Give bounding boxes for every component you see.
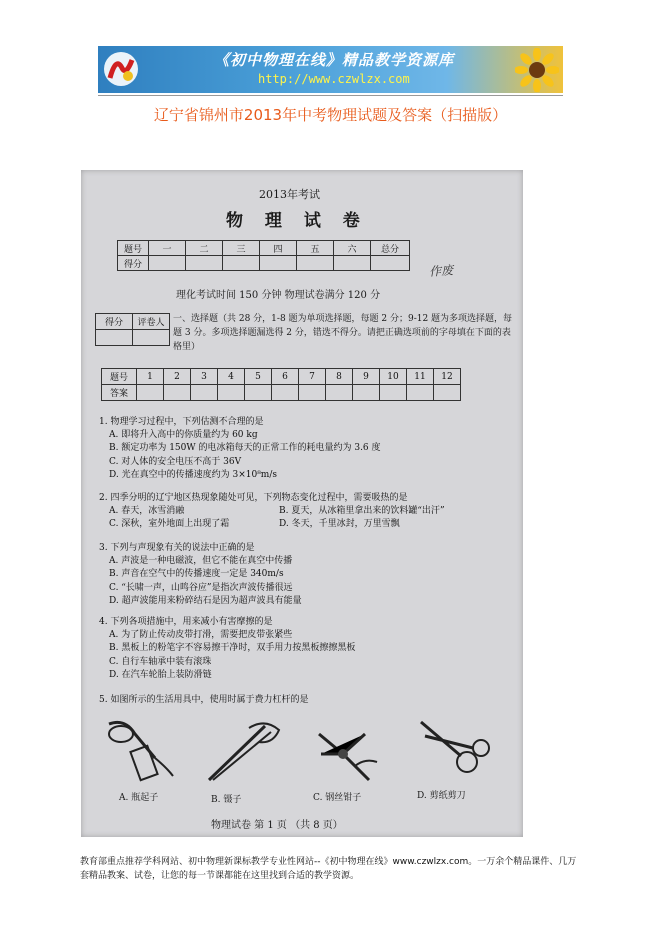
grader-cell: 得分: [96, 314, 133, 330]
answer-cell: 2: [164, 369, 191, 385]
question-stem: 4. 下列各项措施中，用来减小有害摩擦的是: [99, 617, 273, 627]
question-option: C. 自行车轴承中装有滚珠: [109, 656, 212, 667]
answer-cell: [164, 385, 191, 401]
answer-cell: [137, 385, 164, 401]
question-stem: 3. 下列与声现象有关的说法中正确的是: [99, 543, 255, 553]
question-option: B. 额定功率为 150W 的电冰箱每天的正常工作的耗电量约为 3.6 度: [109, 443, 381, 454]
answer-cell: [218, 385, 245, 401]
answer-cell: 12: [434, 369, 461, 385]
grader-cell: [133, 330, 170, 346]
answer-cell: 题号: [102, 369, 137, 385]
answer-cell: [326, 385, 353, 401]
paper-scissors-icon: [411, 714, 499, 786]
exam-info: 理化考试时间 150 分钟 物理试卷满分 120 分: [176, 290, 381, 301]
question-option: B. 黑板上的粉笔字不容易擦干净时，双手用力按黑板擦擦黑板: [109, 643, 356, 654]
tweezers-icon: [199, 714, 287, 786]
score-table-value-row: [118, 256, 410, 271]
grader-row: [96, 314, 170, 330]
answer-cell: 4: [218, 369, 245, 385]
grader-table: [95, 313, 170, 346]
score-cell: 五: [297, 241, 334, 256]
question-option: C. “长啸一声，山鸣谷应”是指次声波传播很远: [109, 582, 293, 593]
answer-cell: [272, 385, 299, 401]
answer-cell: 5: [245, 369, 272, 385]
question-option: A. 为了防止传动皮带打滑，需要把皮带张紧些: [109, 630, 293, 641]
figure-label-b: B. 镊子: [211, 795, 242, 805]
score-table-header-row: [118, 241, 410, 256]
banner-url[interactable]: http://www.czwlzx.com: [258, 72, 410, 86]
score-cell: 题号: [118, 241, 149, 256]
header-divider: [98, 95, 563, 96]
answer-cell: 1: [137, 369, 164, 385]
question-option: A. 春天，冰雪消融: [109, 506, 185, 517]
score-cell: [223, 256, 260, 271]
score-cell: 一: [149, 241, 186, 256]
answer-table-value-row: [102, 385, 461, 401]
question-option-row: [99, 518, 449, 531]
answer-table-header-row: [102, 369, 461, 385]
answer-cell: 3: [191, 369, 218, 385]
grader-cell: 评卷人: [133, 314, 170, 330]
answer-cell: [434, 385, 461, 401]
score-cell: [260, 256, 297, 271]
question-4: [99, 616, 355, 682]
question-option: C. 对人体的安全电压不高于 36V: [109, 456, 242, 467]
score-cell: 四: [260, 241, 297, 256]
handwritten-note: 作废: [428, 263, 454, 279]
score-table: [117, 240, 410, 271]
page-footer: 物理试卷 第 1 页 （共 8 页）: [211, 820, 343, 831]
sunflower-icon: [515, 48, 559, 92]
question-option: D. 在汽车轮胎上装防滑链: [109, 669, 212, 680]
question-5: [99, 694, 308, 707]
score-cell: [149, 256, 186, 271]
question-option: B. 声音在空气中的传播速度一定是 340m/s: [109, 569, 284, 580]
score-cell: [186, 256, 223, 271]
answer-cell: [245, 385, 272, 401]
answer-cell: 11: [407, 369, 434, 385]
score-cell: [297, 256, 334, 271]
exam-year: 2013年考试: [259, 188, 320, 201]
score-cell: 三: [223, 241, 260, 256]
score-cell: 二: [186, 241, 223, 256]
section1-intro: 一、选择题（共 28 分，1-8 题为单项选择题，每题 2 分；9-12 题为多项选择题，每题 3 分。多项选择题漏选得 2 分，错选不得分。请把正确选项前的字母填在下面的表格里）: [173, 314, 513, 352]
score-cell: [334, 256, 371, 271]
answer-cell: 8: [326, 369, 353, 385]
question-1: [99, 416, 381, 482]
figure-label-a: A. 瓶起子: [119, 793, 159, 803]
score-cell: [371, 256, 410, 271]
score-cell: 总分: [371, 241, 410, 256]
answer-cell: 6: [272, 369, 299, 385]
question-option: A. 即将升入高中的你质量约为 60 kg: [109, 430, 258, 441]
question-option: D. 冬天，千里冰封，万里雪飘: [279, 519, 400, 530]
answer-table: [101, 368, 461, 401]
question-option: A. 声波是一种电磁波，但它不能在真空中传播: [109, 556, 293, 567]
scanned-exam-page: [81, 170, 523, 837]
answer-cell: 10: [380, 369, 407, 385]
grader-cell: [96, 330, 133, 346]
grader-row: [96, 330, 170, 346]
question-option: D. 超声波能用来粉碎结石是因为超声波具有能量: [109, 595, 302, 606]
question-stem: 2. 四季分明的辽宁地区热现象随处可见，下列物态变化过程中，需要吸热的是: [99, 493, 408, 503]
answer-cell: 答案: [102, 385, 137, 401]
figure-label-c: C. 钢丝钳子: [313, 793, 362, 803]
score-cell: 得分: [118, 256, 149, 271]
wire-pliers-icon: [299, 714, 387, 786]
question-2: [99, 492, 449, 532]
answer-cell: 7: [299, 369, 326, 385]
question-option: D. 光在真空中的传播速度约为 3×10⁸m/s: [109, 469, 277, 480]
answer-cell: [380, 385, 407, 401]
site-logo-icon: [102, 50, 140, 88]
answer-cell: [353, 385, 380, 401]
site-banner: [98, 46, 563, 93]
document-title: 辽宁省锦州市2013年中考物理试题及答案（扫描版）: [153, 106, 508, 124]
question-option-row: [99, 505, 449, 518]
answer-cell: [299, 385, 326, 401]
site-footnote: 教育部重点推荐学科网站、初中物理新课标教学专业性网站--《初中物理在线》www.czwlzx.com。一万余个精品课件、几万套精品教案、试卷，让您的每一节课都能在这里找到合适的教学资源。: [80, 857, 577, 881]
figure-label-d: D. 剪纸剪刀: [417, 791, 466, 801]
question-option: C. 深秋，室外地面上出现了霜: [109, 519, 230, 530]
question-3: [99, 542, 302, 608]
answer-cell: 9: [353, 369, 380, 385]
answer-cell: [407, 385, 434, 401]
question-stem: 1. 物理学习过程中，下列估测不合理的是: [99, 417, 264, 427]
bottle-opener-icon: [95, 714, 183, 786]
exam-title: 物 理 试 卷: [226, 211, 368, 231]
question-stem: 5. 如图所示的生活用具中，使用时属于费力杠杆的是: [99, 695, 309, 705]
answer-cell: [191, 385, 218, 401]
score-cell: 六: [334, 241, 371, 256]
question-option: B. 夏天，从冰箱里拿出来的饮料罐“出汗”: [279, 506, 445, 517]
banner-title: 《初中物理在线》精品教学资源库: [214, 51, 455, 69]
